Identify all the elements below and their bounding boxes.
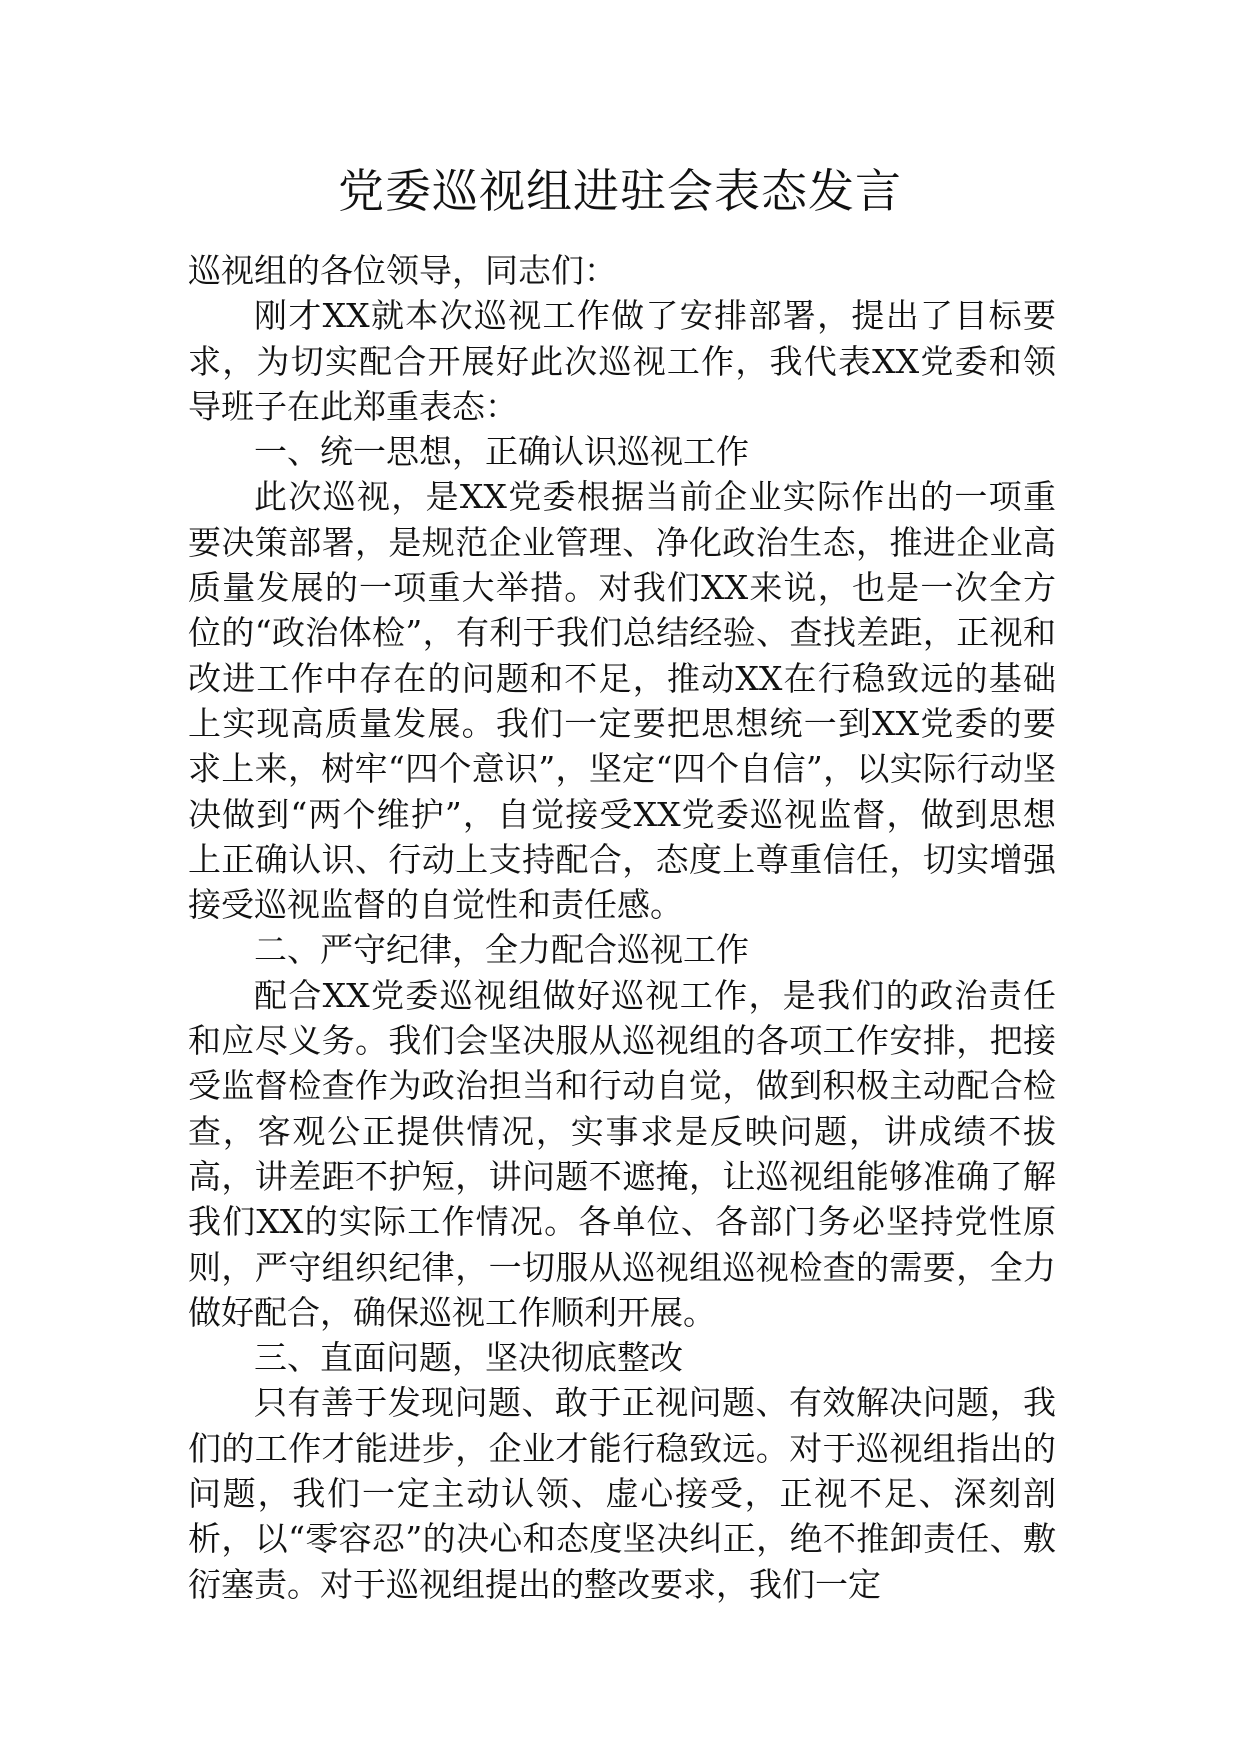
paragraph-section-1: 此次巡视，是XX党委根据当前企业实际作出的一项重要决策部署，是规范企业管理、净化政治生态，推进企业高质量发展的一项重大举措。对我们XX来说，也是一次全方位的“政治体检”，有利于我们总结经验、查找差距，正视和改进工作中存在的问题和不足，推动XX在行稳致远的基础上实现高质量发展。我们一定要把思想统一到XX党委的要求上来，树牢“四个意识”，坚定“四个自信”，以实际行动坚决做到“两个维护”，自觉接受XX党委巡视监督，做到思想上正确认识、行动上支持配合，态度上尊重信任，切实增强接受巡视监督的自觉性和责任感。: [188, 477, 1056, 925]
section-heading-2: 二、严守纪律，全力配合巡视工作: [254, 930, 749, 970]
document-title: 党委巡视组进驻会表态发言: [338, 164, 902, 218]
paragraph-section-2: 配合XX党委巡视组做好巡视工作，是我们的政治责任和应尽义务。我们会坚决服从巡视组的各项工作安排，把接受监督检查作为政治担当和行动自觉，做到积极主动配合检查，客观公正提供情况，实事求是反映问题，讲成绩不拔高，讲差距不护短，讲问题不遮掩，让巡视组能够准确了解我们XX的实际工作情况。各单位、各部门务必坚持党性原则，严守组织纪律，一切服从巡视组巡视检查的需要，全力做好配合，确保巡视工作顺利开展。: [188, 975, 1056, 1332]
document-body: [188, 248, 1056, 1607]
paragraph-section-3: 只有善于发现问题、敢于正视问题、有效解决问题，我们的工作才能进步，企业才能行稳致远。对于巡视组指出的问题，我们一定主动认领、虚心接受，正视不足、深刻剖析，以“零容忍”的决心和态度坚决纠正，绝不推卸责任、敷衍塞责。对于巡视组提出的整改要求，我们一定: [188, 1383, 1056, 1604]
section-heading-3: 三、直面问题，坚决彻底整改: [254, 1338, 683, 1378]
section-heading-1: 一、统一思想，正确认识巡视工作: [254, 432, 749, 472]
paragraph-intro: 刚才XX就本次巡视工作做了安排部署，提出了目标要求，为切实配合开展好此次巡视工作，我代表XX党委和领导班子在此郑重表态：: [188, 296, 1056, 426]
salutation: 巡视组的各位领导，同志们：: [188, 251, 617, 290]
